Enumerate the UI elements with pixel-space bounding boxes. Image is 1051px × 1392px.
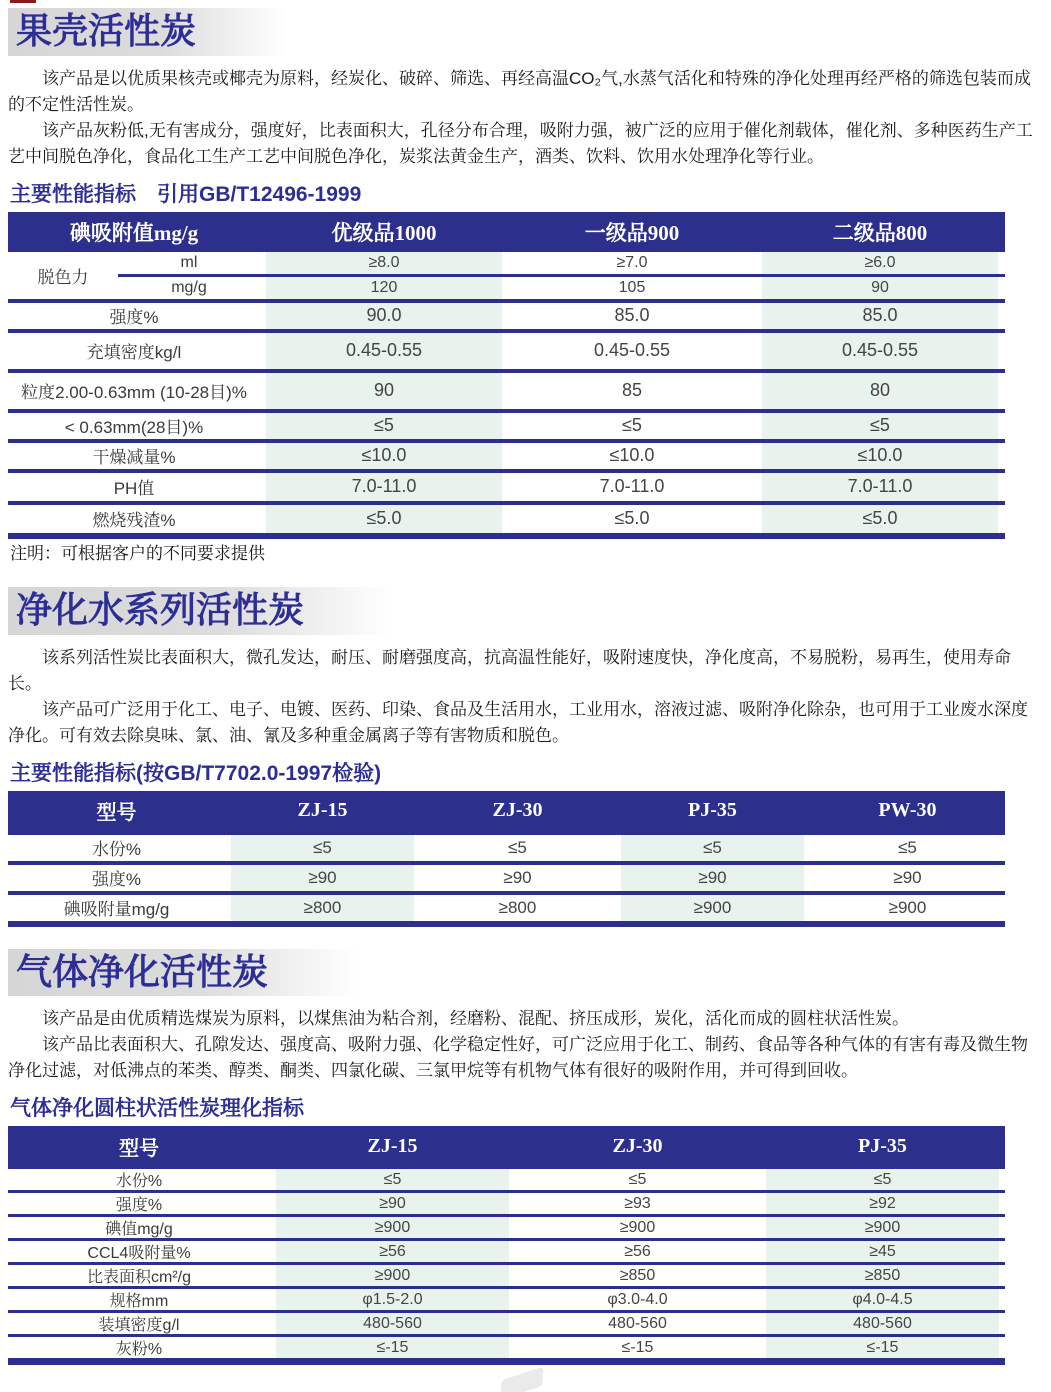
cell: 90 xyxy=(756,277,1004,299)
table-row xyxy=(8,501,1005,533)
spec-table-shell-carbon xyxy=(8,212,1005,539)
cell: ≥93 xyxy=(624,1194,651,1212)
cell: ≤10.0 xyxy=(756,443,1004,469)
section-title-box xyxy=(8,8,286,56)
row-label: 比表面积cm²/g xyxy=(86,1269,191,1287)
table-row xyxy=(8,439,1005,469)
row-sublabel: ml xyxy=(180,253,198,271)
paragraph: 该产品是由优质精选煤炭为原料，以煤焦油为粘合剂，经磨粉、混配、挤压成形，炭化，活化而成的圆柱状活性炭。 xyxy=(42,1009,909,1029)
section-title: 净化水系列活性炭 xyxy=(16,588,305,630)
row-label: 脱色力 xyxy=(37,267,89,287)
corner-mark xyxy=(10,0,36,3)
table-row xyxy=(8,1262,1005,1286)
cell: ≤5 xyxy=(760,1169,1005,1190)
table-subrow xyxy=(118,252,1005,274)
row-label: 强度% xyxy=(115,1197,163,1215)
table-row xyxy=(8,861,1005,891)
cell: ≥7.0 xyxy=(616,253,648,271)
cell: 85.0 xyxy=(756,303,1004,329)
header-cell: PW-30 xyxy=(878,799,937,822)
section-gas-purification xyxy=(0,927,1051,1366)
table-heading: 主要性能指标(按GB/T7702.0-1997检验) xyxy=(10,761,382,785)
cell: ≥900 xyxy=(888,897,927,917)
paragraph: 该系列活性炭比表面积大，微孔发达，耐压、耐磨强度高，抗高温性能好，吸附速度快，净化度高，不易脱粉，易再生，使用寿命长。 xyxy=(8,647,1011,693)
cell: ≤5.0 xyxy=(614,508,650,529)
table-row xyxy=(8,1238,1005,1262)
watermark-fragment xyxy=(501,1367,544,1392)
paragraph: 该产品比表面积大、孔隙发达、强度高、吸附力强、化学稳定性好，可广泛应用于化工、制药、食品等各种气体的有害有毒及微生物净化过滤，对低沸点的苯类、醇类、酮类、四氯化碳、三氯甲烷等有机物气体有很好的吸附作用，并可得到回收。 xyxy=(8,1035,1028,1081)
cell: 480-560 xyxy=(608,1314,667,1332)
cell: ≤5.0 xyxy=(756,505,1004,533)
table-row xyxy=(8,1286,1005,1310)
header-cell: 型号 xyxy=(119,1137,159,1160)
table-header-row xyxy=(8,212,1005,252)
row-label: 灰粉% xyxy=(115,1341,163,1359)
cell: ≤10.0 xyxy=(609,445,655,466)
table-row xyxy=(8,369,1005,409)
cell: ≤-15 xyxy=(270,1337,515,1358)
cell: ≤5 xyxy=(270,1169,515,1190)
header-cell: PJ-35 xyxy=(688,799,737,822)
cell: ≤-15 xyxy=(760,1337,1005,1358)
cell: 0.45-0.55 xyxy=(260,333,508,369)
section-title-box xyxy=(8,587,394,635)
row-label: 粒度2.00-0.63mm (10-28目)% xyxy=(21,383,247,403)
row-label: 装填密度g/l xyxy=(98,1317,180,1335)
cell: ≥900 xyxy=(619,1218,656,1236)
cell: 7.0-11.0 xyxy=(260,473,508,501)
table-row xyxy=(8,469,1005,501)
section-paragraphs xyxy=(8,66,1043,170)
row-label: 干燥减量% xyxy=(92,448,176,468)
cell: ≥45 xyxy=(760,1241,1005,1262)
cell: 105 xyxy=(618,278,646,296)
table-row xyxy=(8,409,1005,439)
row-label: < 0.63mm(28目)% xyxy=(64,418,204,438)
row-label: 燃烧残渣% xyxy=(92,511,176,531)
cell: 480-560 xyxy=(760,1313,1005,1334)
row-sublabel: mg/g xyxy=(171,278,207,296)
table-heading: 主要性能指标 引用GB/T12496-1999 xyxy=(10,182,362,206)
paragraph: 该产品是以优质果核壳或椰壳为原料，经炭化、破碎、筛选、再经高温CO₂气,水蒸气活化和特殊的净化处理再经严格的筛选包装而成的不定性活性炭。 xyxy=(8,68,1031,114)
header-cell: ZJ-30 xyxy=(492,799,543,822)
paragraph: 该产品灰粉低,无有害成分，强度好，比表面积大，孔径分布合理，吸附力强，被广泛的应用于催化剂载体，催化剂、多种医药生产工艺中间脱色净化，食品化工生产工艺中间脱色净化，炭浆法黄金生产，酒类、饮料、饮用水处理净化等行业。 xyxy=(8,120,1033,166)
section-paragraphs xyxy=(8,1006,1043,1084)
table-heading: 气体净化圆柱状活性炭理化指标 xyxy=(10,1097,304,1121)
table-header-row xyxy=(8,1126,1005,1166)
table-row xyxy=(8,1310,1005,1334)
cell: ≤5 xyxy=(898,837,917,857)
table-bottom-border xyxy=(8,1358,1005,1365)
cell: 85 xyxy=(621,380,643,401)
row-label: 强度% xyxy=(91,870,142,890)
row-label: 规格mm xyxy=(109,1293,169,1311)
header-cell: 二级品800 xyxy=(832,220,928,245)
cell: ≥6.0 xyxy=(756,252,1004,274)
spec-table-water-purification xyxy=(8,791,1005,927)
cell: ≥850 xyxy=(619,1266,656,1284)
cell: ≥56 xyxy=(624,1242,651,1260)
cell: 0.45-0.55 xyxy=(593,340,671,361)
table-row xyxy=(8,1166,1005,1190)
cell: 90.0 xyxy=(260,303,508,329)
cell: ≥56 xyxy=(270,1241,515,1262)
table-bottom-border xyxy=(8,533,1005,539)
cell: ≤5 xyxy=(622,415,642,436)
cell: 480-560 xyxy=(270,1313,515,1334)
section-water-purification xyxy=(0,565,1051,927)
table-row xyxy=(8,831,1005,861)
cell: ≥800 xyxy=(225,895,420,921)
row-label: 水份% xyxy=(91,840,142,860)
cell: ≥90 xyxy=(893,867,922,887)
table-row xyxy=(8,329,1005,369)
cell: ≤5 xyxy=(756,413,1004,439)
section-title: 气体净化活性炭 xyxy=(16,950,269,992)
section-title-box xyxy=(8,949,358,997)
cell: 120 xyxy=(260,277,508,299)
row-label: 强度% xyxy=(109,308,159,328)
row-label: 碘值mg/g xyxy=(105,1221,173,1239)
cell: ≤5 xyxy=(225,835,420,861)
cell: ≤5 xyxy=(628,1170,647,1188)
cell: ≤5 xyxy=(508,837,527,857)
cell: ≤-15 xyxy=(621,1338,654,1356)
cell: ≥900 xyxy=(615,895,810,921)
cell: ≥900 xyxy=(270,1217,515,1238)
header-cell: 优级品1000 xyxy=(331,220,437,245)
table-subrow xyxy=(118,274,1005,299)
cell: ≥900 xyxy=(270,1265,515,1286)
table-row xyxy=(8,1334,1005,1358)
header-cell: 碘吸附值mg/g xyxy=(69,220,199,245)
table-group-row-decolorizing xyxy=(8,252,1005,299)
cell: ≤5.0 xyxy=(260,505,508,533)
header-cell: ZJ-15 xyxy=(297,799,348,822)
paragraph: 该产品可广泛用于化工、电子、电镀、医药、印染、食品及生活用水，工业用水，溶液过滤、吸附净化除杂，也可用于工业废水深度净化。可有效去除臭味、氯、油、氰及多种重金属离子等有害物质和脱色。 xyxy=(8,699,1028,745)
cell: ≥90 xyxy=(503,867,532,887)
header-cell: PJ-35 xyxy=(858,1134,907,1157)
cell: ≤5 xyxy=(260,413,508,439)
spec-table-gas-purification xyxy=(8,1126,1005,1365)
cell: ≥92 xyxy=(760,1193,1005,1214)
cell: φ4.0-4.5 xyxy=(760,1289,1005,1310)
cell: 85.0 xyxy=(614,305,650,326)
cell: ≥800 xyxy=(498,897,537,917)
cell: 7.0-11.0 xyxy=(756,473,1004,501)
row-label: CCL4吸附量% xyxy=(87,1245,191,1263)
row-label: 充填密度kg/l xyxy=(86,343,182,363)
row-label: PH值 xyxy=(113,479,155,499)
header-cell: ZJ-15 xyxy=(367,1134,418,1157)
table-row xyxy=(8,1214,1005,1238)
cell: ≥8.0 xyxy=(260,252,508,274)
section-shell-carbon xyxy=(0,0,1051,565)
row-label: 水份% xyxy=(115,1173,163,1191)
section-paragraphs xyxy=(8,645,1043,749)
header-cell: 一级品900 xyxy=(584,220,680,245)
cell: 7.0-11.0 xyxy=(599,476,665,497)
cell: φ3.0-4.0 xyxy=(607,1290,668,1308)
header-cell: ZJ-30 xyxy=(612,1134,663,1157)
cell: 90 xyxy=(260,373,508,409)
cell: ≥850 xyxy=(760,1265,1005,1286)
table-row xyxy=(8,891,1005,921)
cell: 80 xyxy=(756,373,1004,409)
cell: φ1.5-2.0 xyxy=(270,1289,515,1310)
header-cell: 型号 xyxy=(96,802,137,825)
cell: ≥90 xyxy=(225,865,420,891)
cell: ≥90 xyxy=(270,1193,515,1214)
cell: ≥90 xyxy=(615,865,810,891)
cell: ≥900 xyxy=(760,1217,1005,1238)
cell: ≤5 xyxy=(615,835,810,861)
group-subrows xyxy=(118,252,1005,299)
cell: 0.45-0.55 xyxy=(756,333,1004,369)
table-note: 注明：可根据客户的不同要求提供 xyxy=(10,543,265,563)
cell: ≤10.0 xyxy=(260,443,508,469)
table-row xyxy=(8,1190,1005,1214)
table-row xyxy=(8,299,1005,329)
row-label: 碘吸附量mg/g xyxy=(63,900,170,920)
table-header-row xyxy=(8,791,1005,831)
section-title: 果壳活性炭 xyxy=(16,10,197,51)
